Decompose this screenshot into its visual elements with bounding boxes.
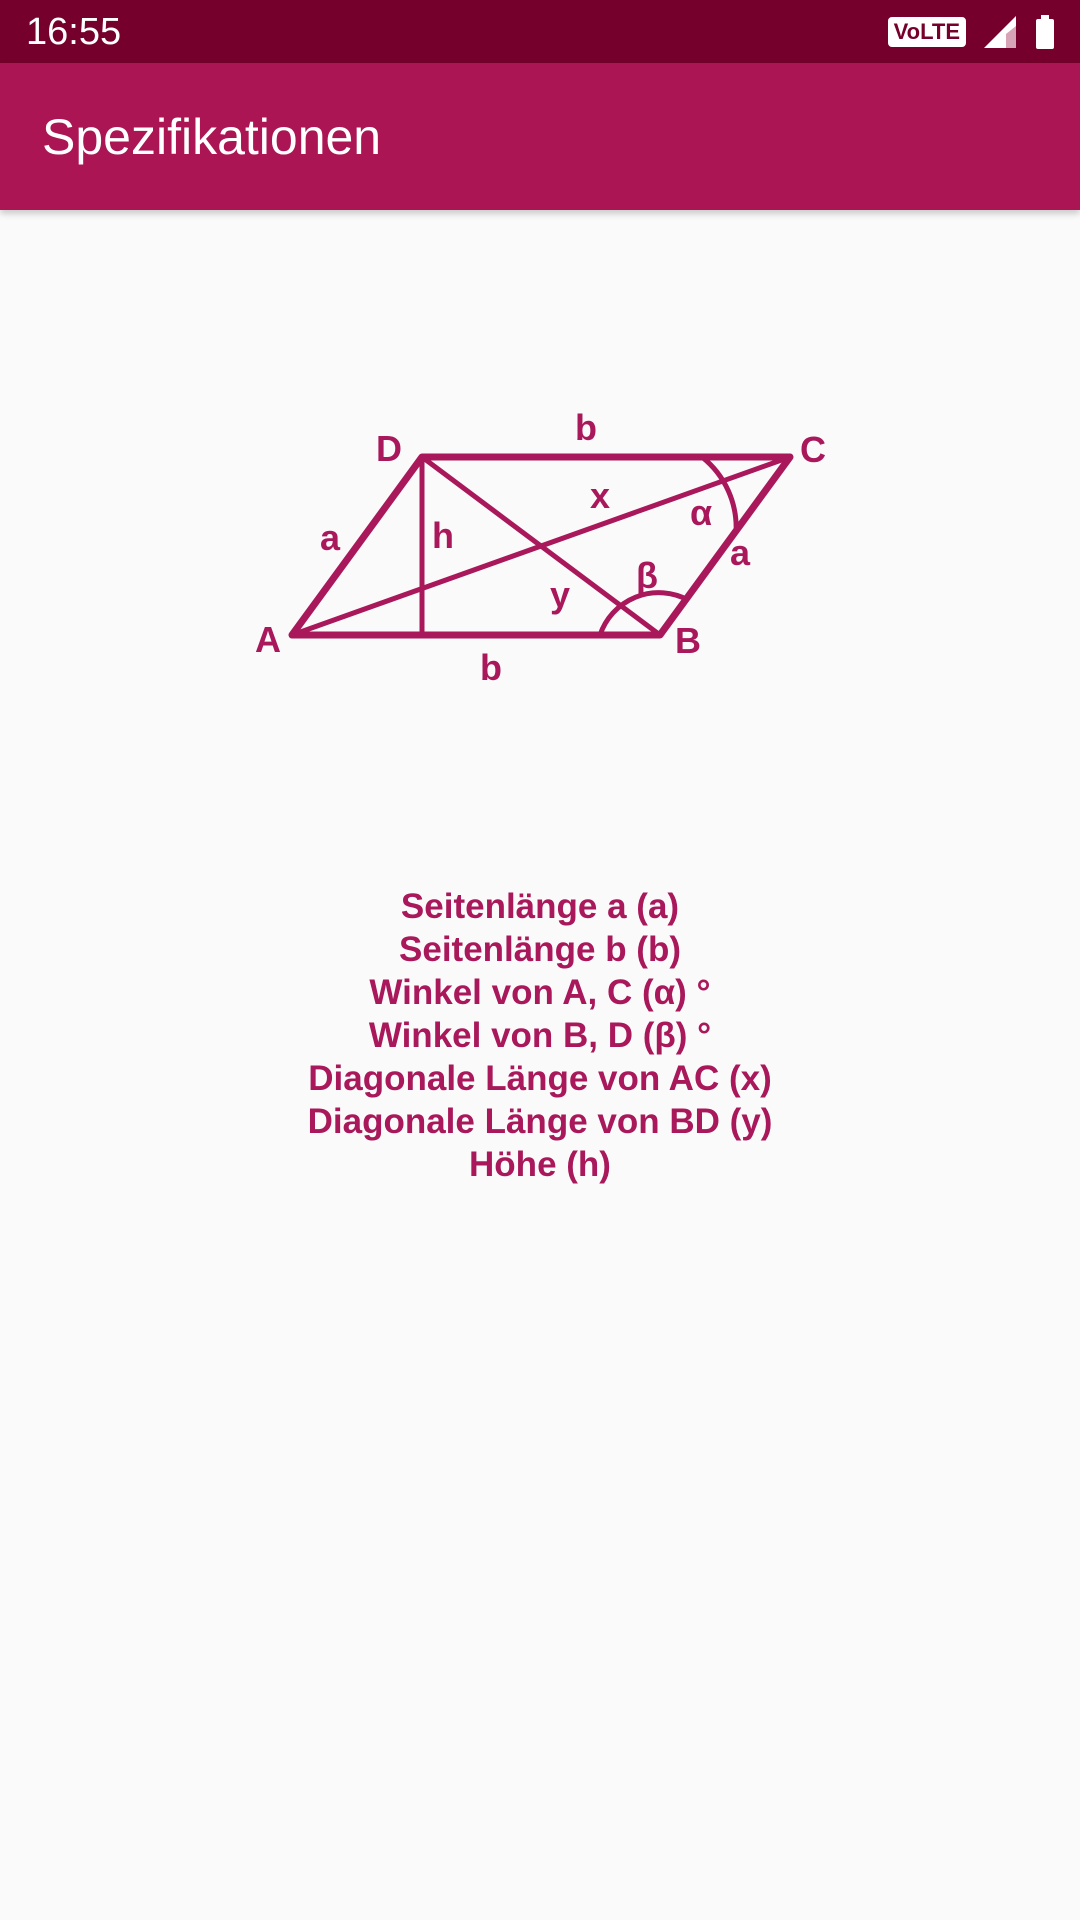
diagonal-y-label: y: [550, 574, 571, 615]
spec-diagonal-ac: Diagonale Länge von AC (x): [308, 1059, 772, 1098]
status-bar: [0, 0, 1080, 63]
angle-alpha-label: α: [690, 492, 713, 533]
vertex-c-label: C: [800, 429, 826, 470]
side-b-bottom-label: b: [480, 647, 502, 688]
vertex-d-label: D: [376, 428, 402, 469]
page-title: Spezifikationen: [42, 109, 382, 165]
volte-badge: VoLTE: [888, 17, 966, 47]
height-label: h: [432, 515, 454, 556]
spec-height: Höhe (h): [469, 1145, 611, 1184]
app-bar: [0, 63, 1080, 210]
battery-icon: [1034, 14, 1056, 50]
signal-icon: [980, 14, 1020, 50]
specs-list: [0, 885, 1080, 1186]
spec-side-b: Seitenlänge b (b): [399, 930, 681, 969]
side-a-left-label: a: [320, 517, 341, 558]
parallelogram-diagram: [240, 400, 840, 700]
diagonal-bd: [422, 457, 660, 635]
vertex-b-label: B: [675, 620, 701, 661]
spec-diagonal-bd: Diagonale Länge von BD (y): [307, 1102, 773, 1141]
side-b-top-label: b: [575, 407, 597, 448]
angle-beta-label: β: [636, 555, 658, 596]
spec-angle-a-c: Winkel von A, C (α) °: [369, 973, 711, 1012]
vertex-a-label: A: [255, 619, 281, 660]
diagonal-x-label: x: [590, 475, 611, 516]
spec-side-a: Seitenlänge a (a): [400, 887, 680, 926]
status-icons: [888, 12, 1056, 52]
side-a-right-label: a: [730, 532, 751, 573]
spec-angle-b-d: Winkel von B, D (β) °: [368, 1016, 712, 1055]
status-time: 16:55: [26, 11, 122, 53]
